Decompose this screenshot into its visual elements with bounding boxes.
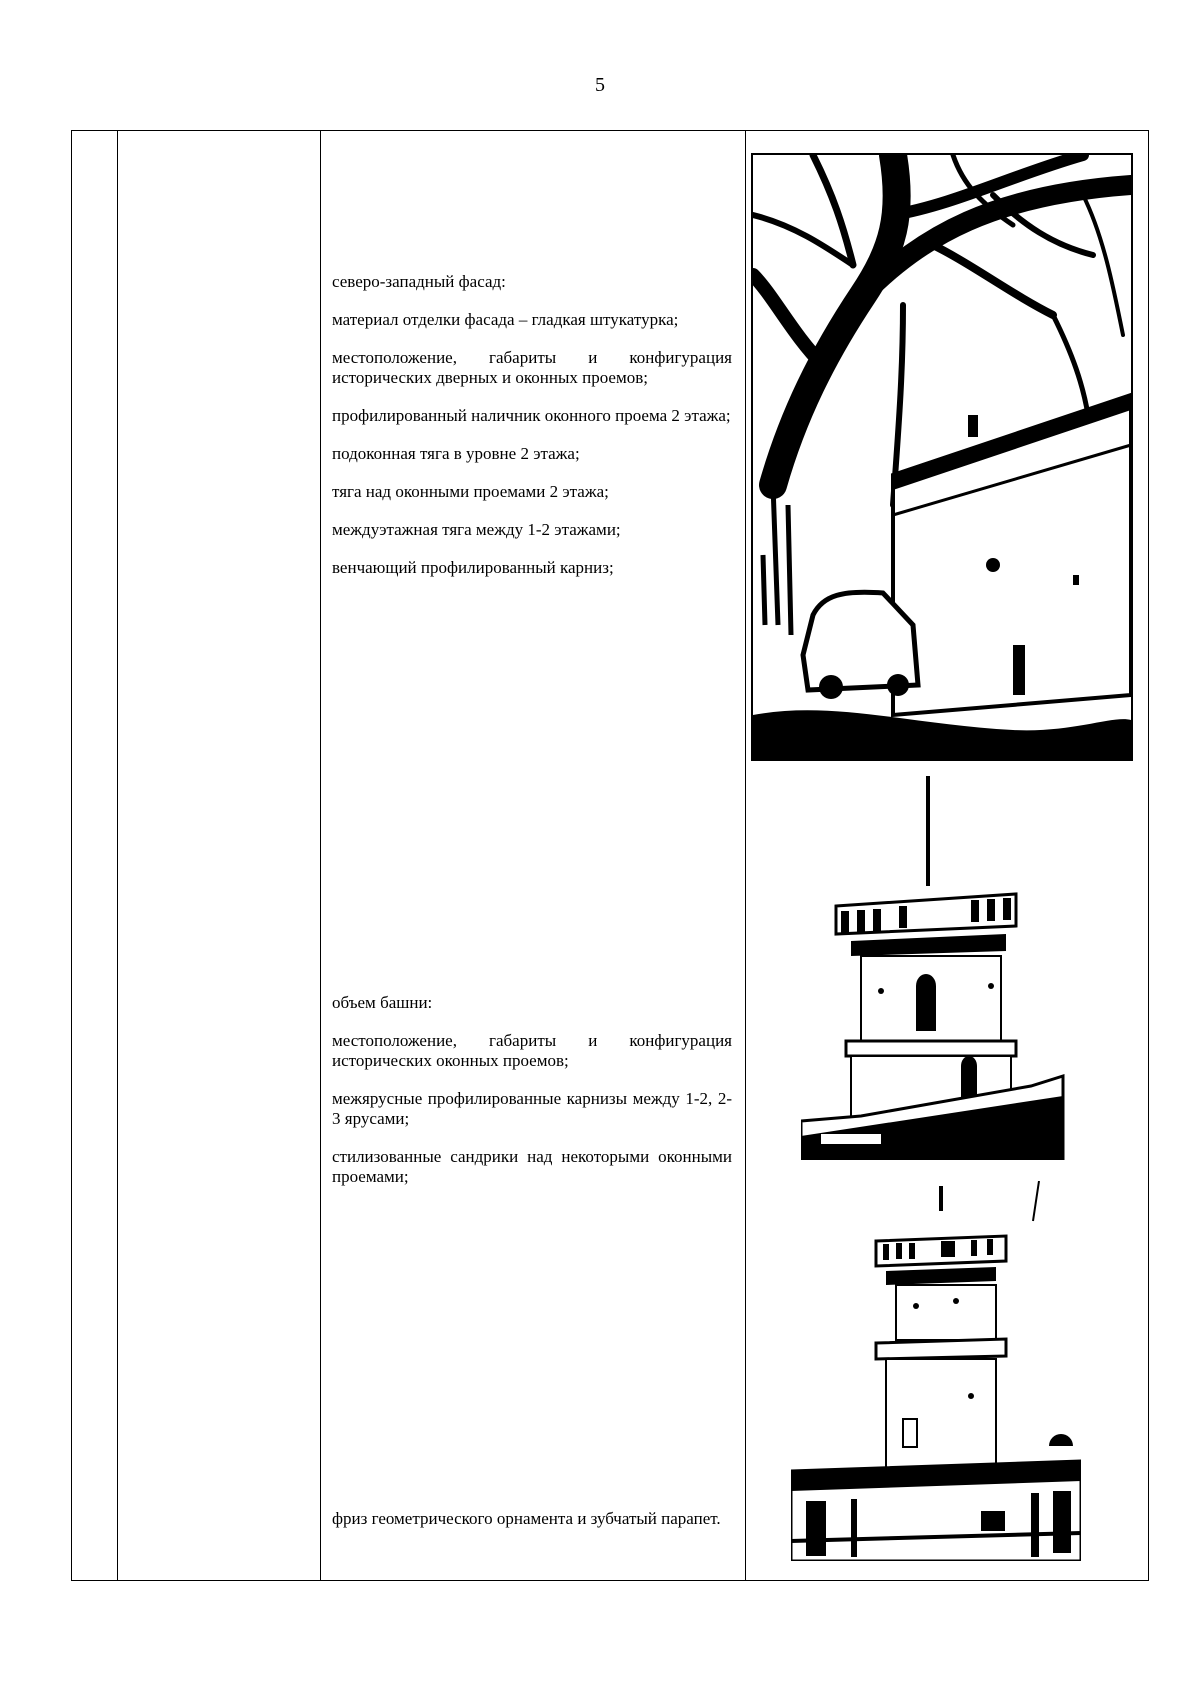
northwest-facade-block [332, 272, 732, 578]
object-name-cell [118, 131, 321, 1581]
number-cell [72, 131, 118, 1581]
frieze-block [332, 1509, 732, 1529]
list-item: венчающий профилированный карниз; [332, 558, 614, 577]
section-heading: северо-западный фасад: [332, 272, 506, 291]
northwest-facade-photo [751, 153, 1133, 761]
document-table [71, 130, 1149, 1581]
list-item: междуэтажная тяга между 1-2 этажами; [332, 520, 621, 539]
list-item: фриз геометрического орнамента и зубчатый парапет. [332, 1509, 721, 1528]
list-item: местоположение, габариты и конфигурация исторических дверных и оконных проемов; [332, 348, 732, 387]
list-item: профилированный наличник оконного проема 2 этажа; [332, 406, 731, 425]
list-item: межярусные профилированные карнизы между 1-2, 2-3 ярусами; [332, 1089, 732, 1128]
list-item: стилизованные сандрики над некоторыми оконными проемами; [332, 1147, 732, 1186]
page-number: 5 [595, 74, 605, 96]
list-item: тяга над оконными проемами 2 этажа; [332, 482, 609, 501]
list-item: подоконная тяга в уровне 2 этажа; [332, 444, 580, 463]
tower-photo-2 [791, 1181, 1081, 1561]
tower-volume-block [332, 993, 732, 1187]
list-item: материал отделки фасада – гладкая штукатурка; [332, 310, 679, 329]
list-item: местоположение, габариты и конфигурация исторических оконных проемов; [332, 1031, 732, 1070]
photo-cell [746, 131, 1149, 1581]
section-heading: объем башни: [332, 993, 433, 1012]
tower-photo-1 [801, 776, 1076, 1160]
description-cell [321, 131, 746, 1581]
table-row [72, 131, 1149, 1581]
